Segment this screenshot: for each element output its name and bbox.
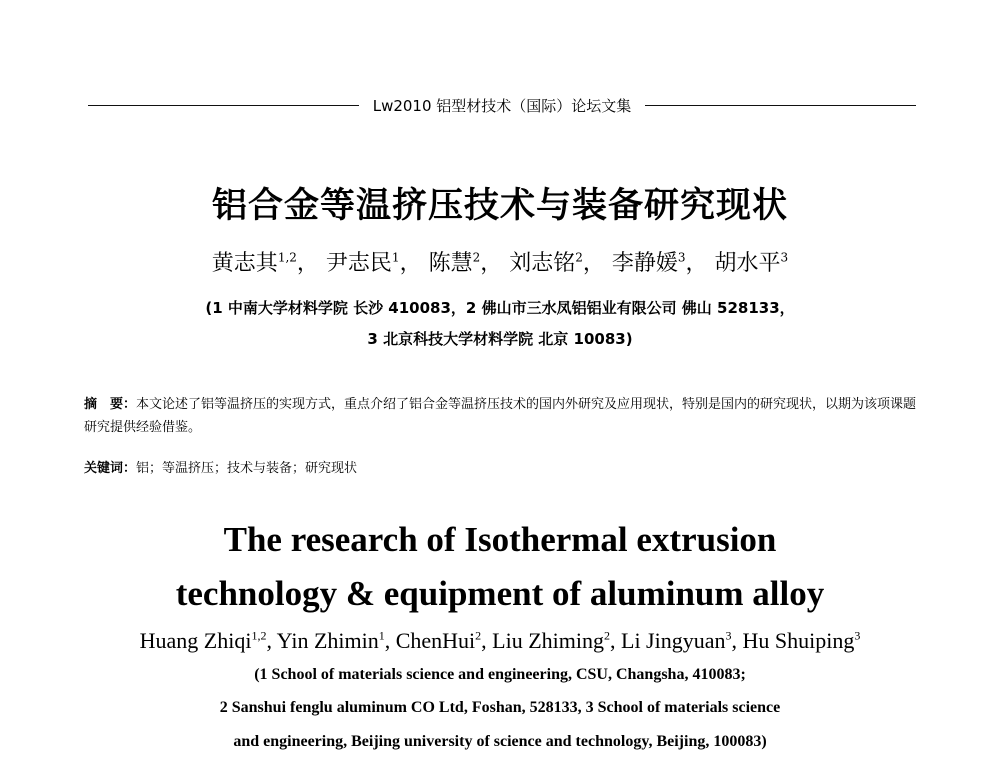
author: 黄志其 [211,251,278,276]
author-sup: 3 [780,250,789,265]
author-sup: 2 [575,250,583,265]
english-affiliation-line3: and engineering, Beijing university of science and technology, Beijing, 100083) [233,733,767,750]
author-sup: 2 [475,628,482,643]
author-sup: 3 [725,628,732,643]
running-header-text: Lw2010 铝型材技术（国际）论坛文集 [372,96,632,115]
author: Huang Zhiqi [139,628,252,653]
running-header [88,93,916,117]
header-rule-right [645,105,916,106]
author-sup: 1,2 [277,250,297,265]
author-sup: 3 [854,628,861,643]
header-rule-left [88,105,359,106]
abstract-label: 摘 要： [84,397,137,412]
author: ChenHui [395,628,476,653]
author: 陈慧 [428,251,473,276]
author: Hu Shuiping [742,628,855,653]
author: 李静媛 [611,251,678,276]
author-sup: 1,2 [251,628,267,643]
chinese-title: 铝合金等温挤压技术与装备研究现状 [211,185,788,226]
keywords-text: 铝；等温挤压；技术与装备；研究现状 [136,461,358,476]
abstract-text: 本文论述了铝等温挤压的实现方式，重点介绍了铝合金等温挤压技术的国内外研究及应用现状，特别是国内的研究现状，以期为该项课题研究提供经验借鉴。 [84,397,917,435]
author-sup: 1 [378,628,385,643]
author-sup: 2 [604,628,610,643]
chinese-affiliation-line1: (1 中南大学材料学院 长沙 410083，2 佛山市三水凤铝铝业有限公司 佛山 528133， [205,299,795,317]
english-affiliation-line2: 2 Sanshui fenglu aluminum CO Ltd, Foshan, 528133, 3 School of materials science [219,699,781,716]
author: 尹志民 [325,251,392,276]
keywords-label: 关键词： [84,461,137,476]
chinese-authors: 黄志其$^{1,2}$， 尹志民$^1$， 陈慧$^2$， 刘志铭$^2$， 李静媛$^3$， 胡水平$^3$ [211,250,789,276]
english-title-line1: The research of Isothermal extrusion [223,520,777,559]
author: 胡水平 [714,251,781,276]
author: Yin Zhimin [276,628,379,653]
author: 刘志铭 [509,251,576,276]
english-affiliation-line1: (1 School of materials science and engineering, CSU, Changsha, 410083; [254,666,746,683]
author-sup: 1 [391,250,400,265]
author-sup: 2 [472,250,481,265]
author-sup: 3 [677,250,686,265]
author: Liu Zhiming [492,628,604,653]
chinese-keywords [84,457,922,476]
english-title-line2: technology & equipment of aluminum alloy [175,574,825,613]
chinese-affiliation-line2: 3 北京科技大学材料学院 北京 10083) [367,330,633,348]
author: Li Jingyuan [621,628,726,653]
chinese-abstract [84,393,922,439]
english-authors: Huang Zhiqi$^{1,2}$, Yin Zhimin$^1$, ChenHui$^2$, Liu Zhiming$^2$, Li Jingyuan$^3$, Hu Shuiping$^3$ [139,628,861,653]
